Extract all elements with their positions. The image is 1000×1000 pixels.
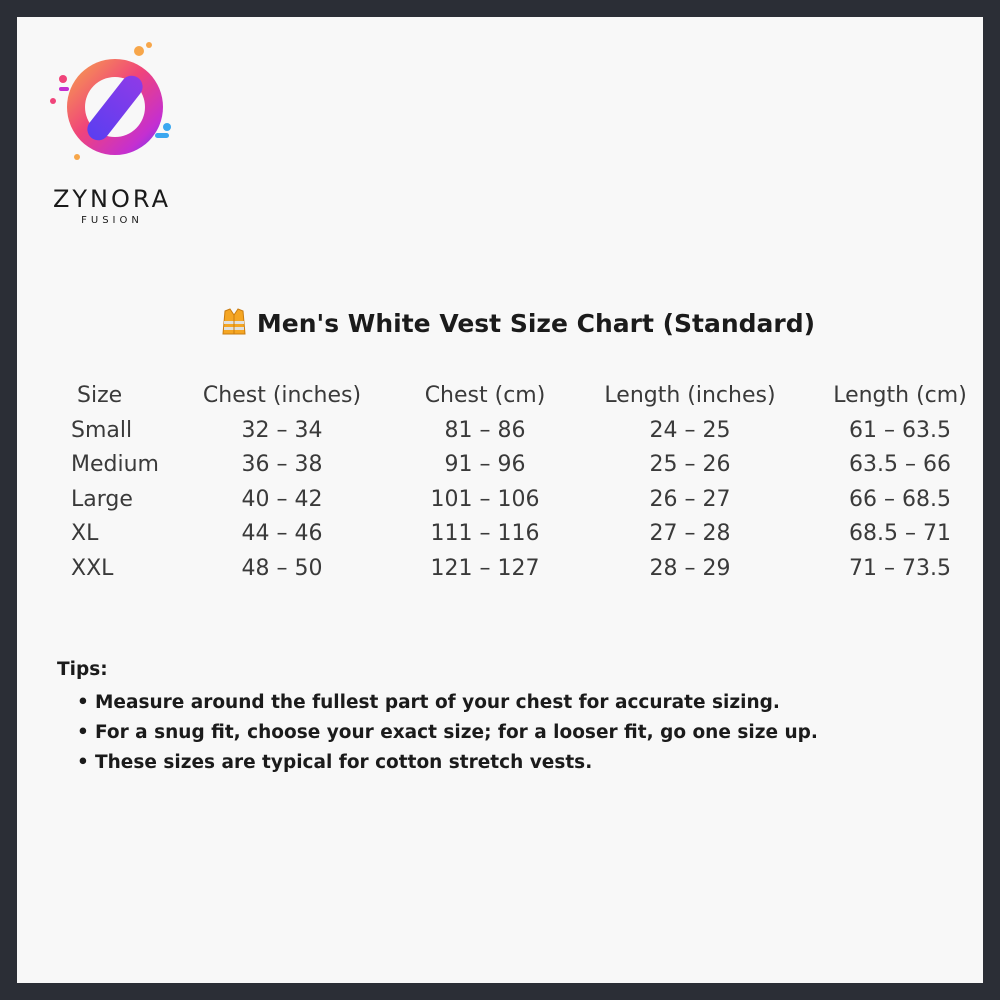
table-cell: 81 – 86 xyxy=(444,417,526,443)
table-cell: 111 – 116 xyxy=(430,521,540,547)
table-cell: 28 – 29 xyxy=(649,555,731,581)
brand-name: ZYNORA xyxy=(52,185,172,213)
brand-tagline: FUSION xyxy=(81,215,143,226)
table-cell: 32 – 34 xyxy=(241,417,323,443)
table-cell-size: Medium xyxy=(71,452,159,478)
table-row xyxy=(17,418,1000,453)
tips-section xyxy=(57,659,818,778)
tip-item: • Measure around the fullest part of your chest for accurate sizing. xyxy=(77,688,818,718)
table-cell: 61 – 63.5 xyxy=(849,417,951,443)
table-header-cell: Chest (inches) xyxy=(202,383,362,408)
table-cell: 66 – 68.5 xyxy=(849,486,951,512)
table-header-cell: Length (inches) xyxy=(604,383,776,408)
table-header-cell: Length (cm) xyxy=(833,383,967,408)
brand-logo-mark xyxy=(37,29,187,179)
table-cell: 44 – 46 xyxy=(241,521,323,547)
table-cell: 63.5 – 66 xyxy=(849,452,951,478)
table-row xyxy=(17,556,1000,591)
brand-logo xyxy=(37,29,187,239)
safety-vest-icon xyxy=(219,307,249,337)
table-cell: 24 – 25 xyxy=(649,417,731,443)
table-cell-size: XXL xyxy=(71,555,114,581)
table-cell: 25 – 26 xyxy=(649,452,731,478)
tips-heading: Tips: xyxy=(57,659,108,680)
table-cell-size: Small xyxy=(71,417,133,443)
tip-item: • For a snug fit, choose your exact size; for a looser fit, go one size up. xyxy=(77,718,818,748)
table-row xyxy=(17,521,1000,556)
table-row xyxy=(17,487,1000,522)
table-header-cell: Size xyxy=(77,383,123,408)
table-cell: 48 – 50 xyxy=(241,555,323,581)
tips-list xyxy=(57,688,818,778)
tip-item: • These sizes are typical for cotton stretch vests. xyxy=(77,748,818,778)
table-cell: 91 – 96 xyxy=(444,452,526,478)
table-cell: 121 – 127 xyxy=(430,555,540,581)
table-cell: 26 – 27 xyxy=(649,486,731,512)
table-cell-size: Large xyxy=(71,486,133,512)
table-cell: 36 – 38 xyxy=(241,452,323,478)
page-frame xyxy=(17,17,983,983)
table-cell-size: XL xyxy=(71,521,99,547)
chart-title-row xyxy=(17,307,1000,338)
table-cell: 68.5 – 71 xyxy=(849,521,951,547)
table-header-row xyxy=(17,383,1000,418)
table-cell: 40 – 42 xyxy=(241,486,323,512)
table-cell: 71 – 73.5 xyxy=(849,555,951,581)
chart-title: Men's White Vest Size Chart (Standard) xyxy=(256,309,816,338)
table-cell: 101 – 106 xyxy=(430,486,540,512)
table-header-cell: Chest (cm) xyxy=(424,383,546,408)
size-chart-table xyxy=(17,383,1000,591)
table-row xyxy=(17,452,1000,487)
table-cell: 27 – 28 xyxy=(649,521,731,547)
